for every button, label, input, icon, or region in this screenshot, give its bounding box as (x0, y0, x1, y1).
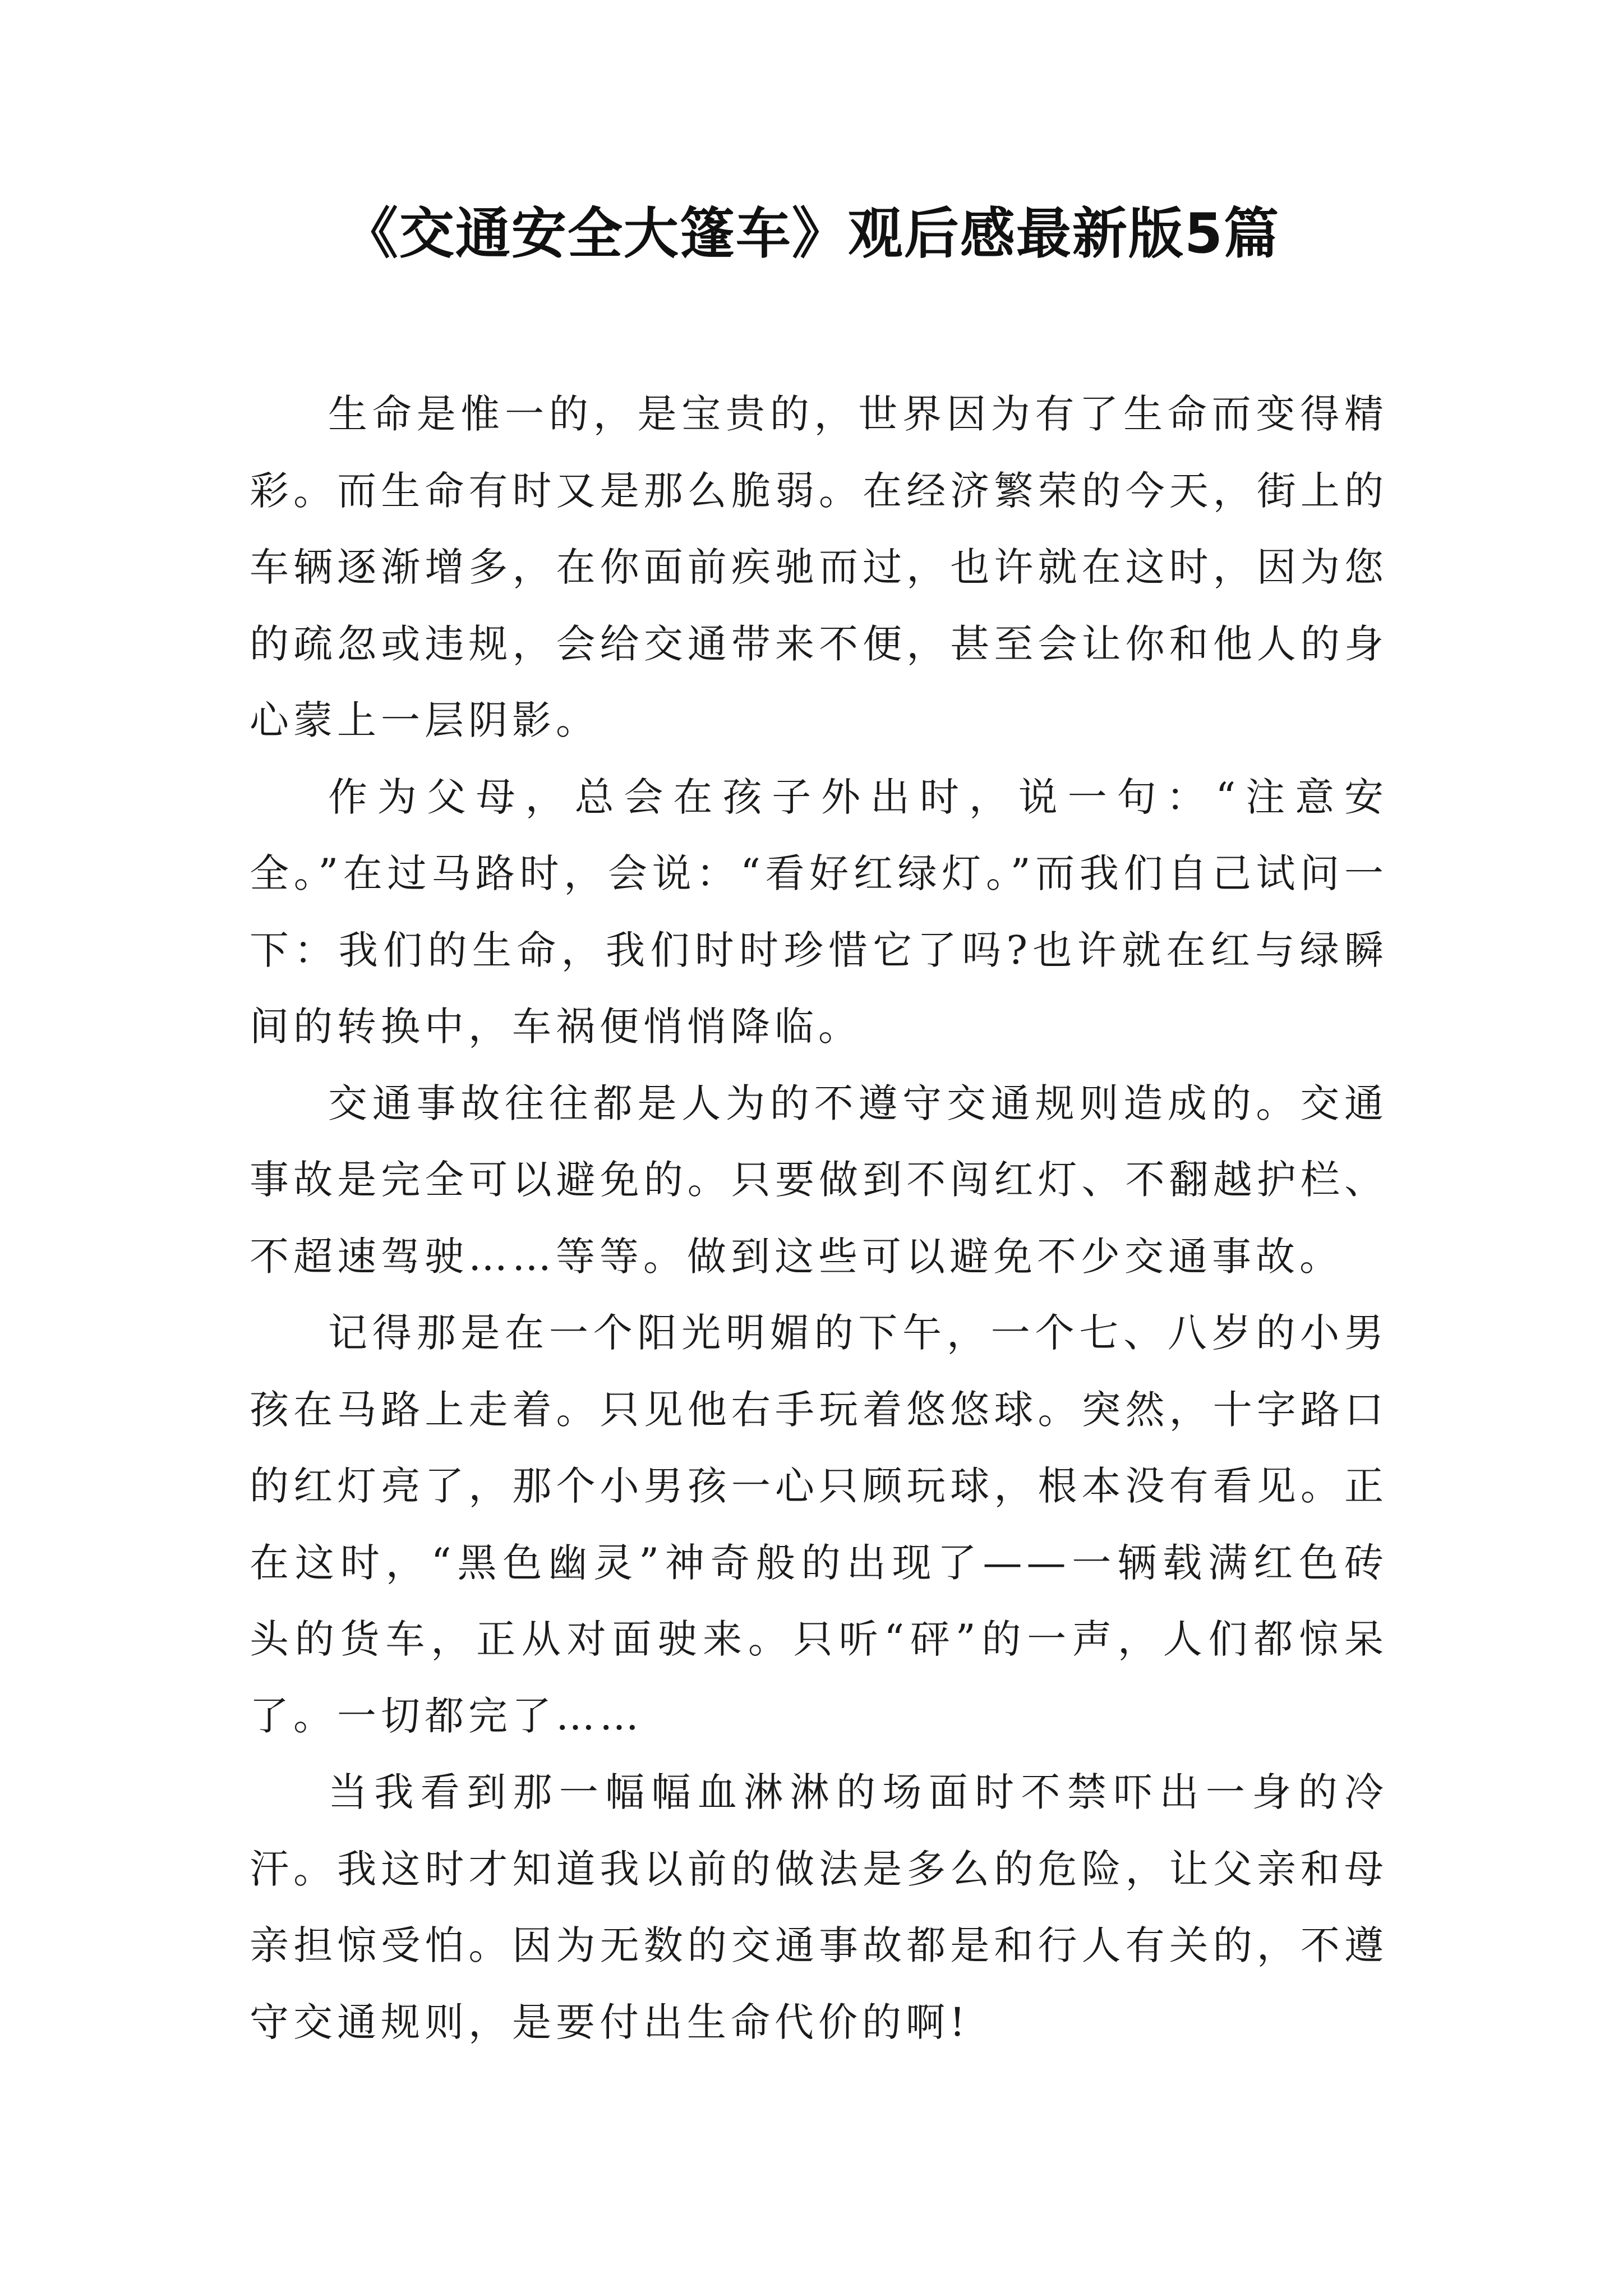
paragraph: 交通事故往往都是人为的不遵守交通规则造成的。交通事故是完全可以避免的。只要做到不闯红灯、不翻越护栏、不超速驾驶……等等。做到这些可以避免不少交通事故。 (250, 1080, 1388, 1280)
paragraph: 生命是惟一的，是宝贵的，世界因为有了生命而变得精彩。而生命有时又是那么脆弱。在经济繁荣的今天，街上的车辆逐渐增多，在你面前疾驰而过，也许就在这时，因为您的疏忽或违规，会给交通带来不便，甚至会让你和他人的身心蒙上一层阴影。 (250, 391, 1388, 743)
document-title: 《交通安全大篷车》观后感最新版5篇 (343, 202, 1280, 266)
paragraph: 作为父母，总会在孩子外出时，说一句：“注意安全。”在过马路时，会说：“看好红绿灯。”而我们自己试问一下：我们的生命，我们时时珍惜它了吗?也许就在红与绿瞬间的转换中，车祸便悄悄降临。 (250, 774, 1388, 1050)
paragraph: 当我看到那一幅幅血淋淋的场面时不禁吓出一身的冷汗。我这时才知道我以前的做法是多么的危险，让父亲和母亲担惊受怕。因为无数的交通事故都是和行人有关的，不遵守交通规则，是要付出生命代价的啊! (250, 1769, 1388, 2045)
paragraph: 记得那是在一个阳光明媚的下午，一个七、八岁的小男孩在马路上走着。只见他右手玩着悠悠球。突然，十字路口的红灯亮了，那个小男孩一心只顾玩球，根本没有看见。正在这时，“黑色幽灵”神奇般的出现了——一辆载满红色砖头的货车，正从对面驶来。只听“砰”的一声，人们都惊呆了。一切都完了…… (250, 1310, 1388, 1739)
document-body (250, 376, 1388, 2060)
